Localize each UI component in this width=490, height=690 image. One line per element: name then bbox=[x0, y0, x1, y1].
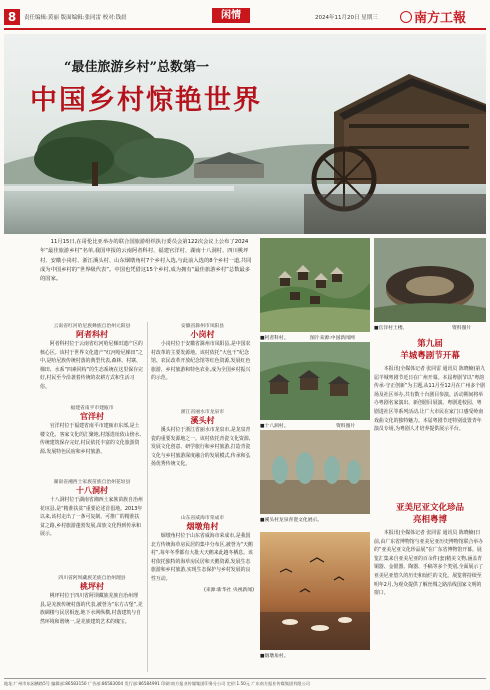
article-headline-line2: 羊城粤剧节开幕 bbox=[400, 351, 460, 361]
article-headline-line1: 亚美尼亚文化珍品 bbox=[395, 503, 464, 513]
page-footer: 地址:广州市东园横路5号 编辑部:86583150 广告部:86583004 发行部:86584991 印刷:南方报业传媒集团印务分公司 定价:1.50元 广东南方报业传媒集团有限公司 bbox=[4, 678, 486, 687]
photo-credit: 图片来源:中国新闻网 bbox=[310, 336, 355, 341]
section-badge: 闲情 bbox=[212, 8, 250, 23]
article-kicker: 浙江省丽水市龙泉市 bbox=[180, 410, 225, 415]
photo-caption: ■官洋村土楼。 bbox=[374, 326, 408, 331]
hero-title: 中国乡村惊艳世界 bbox=[30, 85, 262, 116]
village-photo bbox=[260, 238, 370, 332]
article-kicker: 四川省阿坝藏族羌族自治州理县 bbox=[58, 576, 126, 581]
photo-caption: ■十八洞村。 bbox=[260, 424, 289, 429]
photo-village-2 bbox=[260, 342, 370, 420]
photo-credit: 资料图片 bbox=[336, 424, 356, 429]
editor-credits: 责任编辑:黄丽 版面编辑:张同雷 校对:钱晨 bbox=[24, 15, 127, 21]
header-rule bbox=[4, 28, 486, 30]
source-credit: (来源:新华社 央视新闻) bbox=[203, 587, 254, 593]
article-title: 桃坪村 bbox=[80, 581, 104, 591]
article-column-left bbox=[40, 574, 144, 626]
article-title: 十八洞村 bbox=[76, 485, 108, 495]
photo-tulou bbox=[374, 238, 486, 322]
article-body: 本报讯(全媒体记者 张同雷 通讯员 陈晓楠)日前,由广东省博物馆与亚美尼亚历史博物馆联合举办的“亚美尼亚文化珍品展”在广东省博物馆开幕。展览汇集来自亚美尼亚的百余件(套)精美文物,涵盖青铜器、金银器、陶器、手稿等多个类别,全面展示了亚美尼亚悠久的历史和灿烂的文化。展览将持续至明年2月,为观众提供了解丝绸之路沿线国家文明的窗口。 bbox=[374, 530, 484, 597]
photo-village-1 bbox=[260, 238, 370, 332]
logo-circle-icon bbox=[400, 11, 412, 23]
article-column-middle bbox=[151, 514, 254, 593]
lead-paragraph: 11月15日,在哥伦比亚举办的联合国旅游组织执行委员会第122次会议上公布了2024年“最佳旅游乡村”名单,我国申报的云南阿者科村、福建官洋村、湖南十八洞村、四川桃坪村、安徽小岗村、浙江溪头村、山东烟墩角村7个乡村入选,与此前入选的8个乡村一道,共同成为中国乡村的“世界级代表”。中国也凭借这15个乡村,成为拥有“最佳旅游乡村”总数最多的国家。 bbox=[40, 239, 252, 283]
photo-credit: 资料图片 bbox=[452, 326, 472, 331]
article-column-left bbox=[40, 322, 144, 392]
photo-caption: ■烟墩角村。 bbox=[260, 654, 289, 659]
article-column-left bbox=[40, 404, 144, 456]
article-column-middle bbox=[151, 408, 254, 469]
article-body: 桃坪村位于四川省阿坝藏族羌族自治州理县,是羌族传统村落的代表,被誉为“东方古堡”,羌族碉楼与民居相连,地下水网纵横,村落建筑与自然环境和谐统一,是羌族建筑艺术的瑰宝。 bbox=[40, 593, 143, 625]
celadon-photo bbox=[260, 430, 370, 514]
article-title: 溪头村 bbox=[190, 415, 215, 425]
article-body: 十八洞村位于湖南省湘西土家族苗族自治州花垣县,是“精准扶贫”重要论述首倡地。2013年以来,该村走出了一条可复制、可推广的精准扶贫之路,乡村旅游蓬勃发展,苗族文化得到传承和展示。 bbox=[40, 497, 143, 538]
article-title: 阿者科村 bbox=[76, 329, 108, 339]
article-body: 阿者科村位于云南省红河哈尼梯田遗产区的核心区。该村于世界文化遗产“红河哈尼梯田”之中,是哈尼族传统村落的典型代表,森林、村寨、梯田、水系“四素同构”的生态系统在这里保存完好,村民至今沿袭着传统的农耕方式和生活习俗。 bbox=[40, 341, 143, 390]
article-column-left bbox=[40, 478, 144, 539]
article-body: 烟墩角村位于山东省威海市荣成市,是我国北方传统海草房民居的集中分布区,被誉为“天鹅村”,每年冬季都有大批大天鹅来此越冬栖息。该村依托独特的海草房民居和天鹅资源,发展生态旅游和乡村旅游,实现生态保护与乡村发展的良性互动。 bbox=[151, 533, 253, 582]
hero-subtitle: “最佳旅游乡村”总数第一 bbox=[64, 60, 209, 75]
article-body: 溪头村位于浙江省丽水市龙泉市,是龙泉青瓷的重要发源地之一。该村依托青瓷文化资源,发展文化创意、研学旅行和乡村旅游,打造青瓷文化与乡村旅游深度融合的发展模式,传承和弘扬优秀传统文化。 bbox=[151, 427, 251, 468]
page-number: 8 bbox=[4, 9, 20, 25]
article-body: 官洋村位于福建省南平市建瓯市东部,是土楼文化、客家文化的汇聚地,村落选址依山傍水,传统建筑保存完好,村民依托丰富的文化旅游资源,发展特色民宿和乡村旅游。 bbox=[40, 423, 141, 455]
photo-caption: ■阿者科村。 bbox=[260, 336, 289, 341]
article-kicker: 云南省红河哈尼族彝族自治州元阳县 bbox=[53, 324, 131, 329]
article-kicker: 湖南省湘西土家族苗族自治州花垣县 bbox=[53, 480, 131, 485]
article-headline-line2: 亮相粤博 bbox=[412, 515, 447, 525]
village-photo bbox=[260, 342, 370, 420]
article-body: 小岗村位于安徽省滁州市凤阳县,是中国农村改革的主要发源地。该村依托“大包干”纪念馆、农民改革开放纪念馆等红色资源,发展红色旅游、乡村旅游和特色农业,成为全国乡村振兴的示范。 bbox=[151, 341, 251, 382]
article-headline-line1: 第九届 bbox=[417, 339, 443, 349]
news-article-opera bbox=[374, 338, 486, 434]
column-divider bbox=[147, 322, 148, 672]
page-header bbox=[0, 0, 490, 36]
news-article-exhibition bbox=[374, 502, 486, 598]
photo-swans bbox=[260, 532, 370, 650]
article-title: 小岗村 bbox=[190, 329, 215, 339]
photo-celadon bbox=[260, 430, 370, 514]
logo-text: 南方工報 bbox=[414, 11, 467, 26]
article-kicker: 安徽省滁州市凤阳县 bbox=[180, 324, 225, 329]
article-kicker: 山东省威海市荣成市 bbox=[180, 516, 225, 521]
tulou-photo bbox=[374, 238, 486, 322]
issue-date: 2024年11月20日 星期三 bbox=[315, 15, 378, 21]
article-kicker: 福建省南平市建瓯市 bbox=[70, 406, 114, 411]
article-title: 官洋村 bbox=[80, 411, 104, 421]
article-body: 本报讯(全媒体记者 张同雷 通讯员 陈晓楠)第九届羊城粤剧节近日在广州开幕。本届粤剧节以“粤韵传承·守正创新”为主题,从11月至12月在广州多个剧场及社区举办,共有数十台剧目参演。活动期间将举办粤剧名家演出、新创剧目展演、粤剧进校园、粤剧进社区等系列活动,让广大市民在家门口感受岭南戏曲文化的独特魅力。本届粤剧节还特别设置青年演员专场,为粤剧人才培养提供展示平台。 bbox=[374, 366, 486, 433]
photo-caption: ■溪头村龙泉青瓷文化展示。 bbox=[260, 518, 323, 523]
article-column-middle bbox=[151, 322, 254, 383]
article-title: 烟墩角村 bbox=[186, 521, 219, 531]
newspaper-logo bbox=[400, 7, 466, 26]
swans-photo bbox=[260, 532, 370, 650]
